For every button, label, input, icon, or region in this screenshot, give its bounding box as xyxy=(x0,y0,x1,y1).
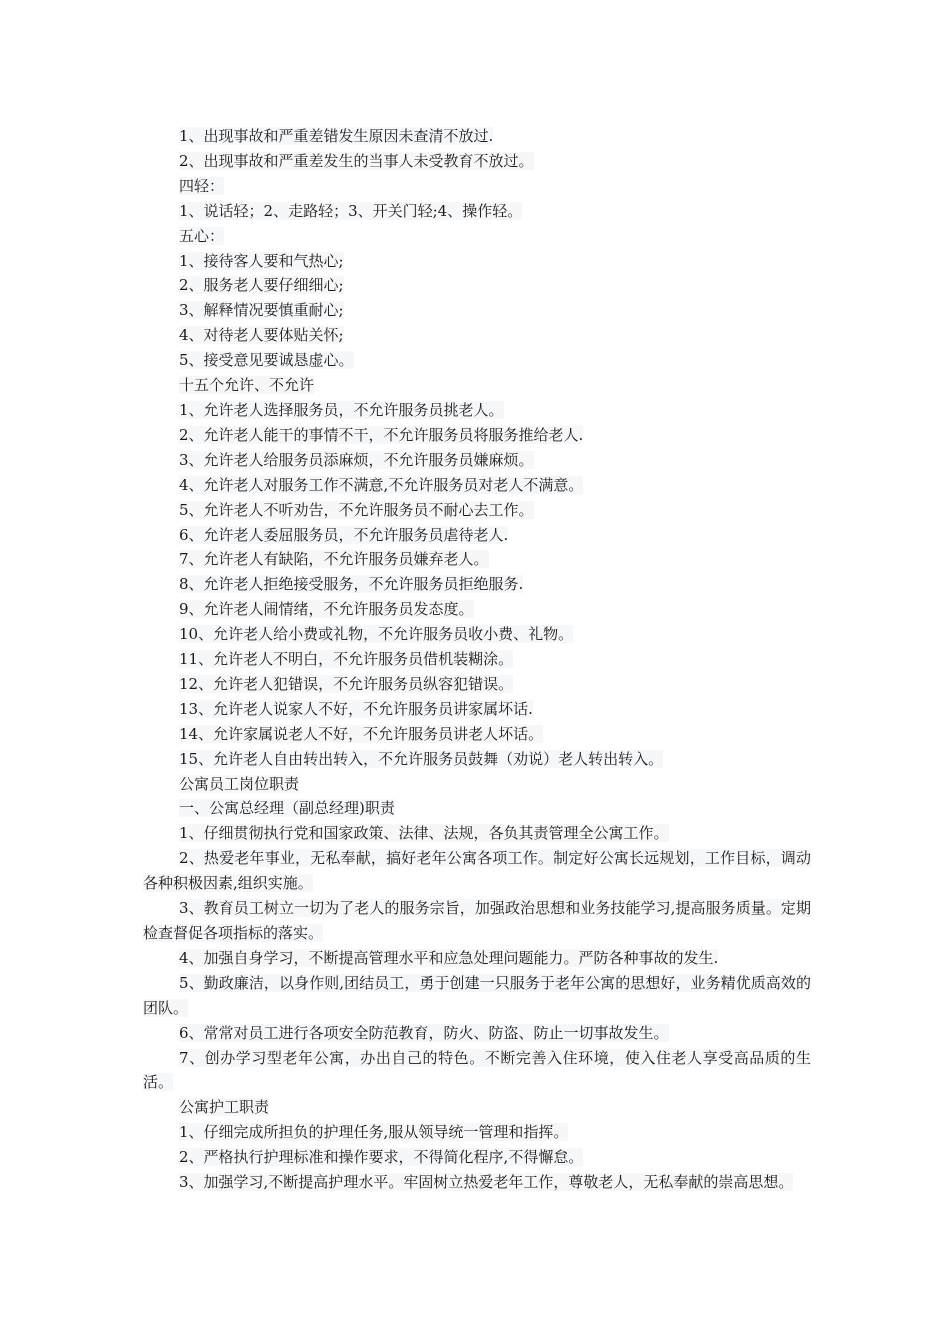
section-heading: 五心： xyxy=(179,226,225,245)
text-line: 15、允许老人自由转出转入，不允许服务员鼓舞（劝说）老人转出转入。 xyxy=(179,749,664,768)
text-line: 5、允许老人不听劝告，不允许服务员不耐心去工作。 xyxy=(179,500,534,519)
text-line: 4、对待老人要体贴关怀; xyxy=(179,326,344,345)
text-line: 1、仔细贯彻执行党和国家政策、法律、法规，各负其责管理全公寓工作。 xyxy=(179,824,669,843)
text-line: 14、允许家属说老人不好，不允许服务员讲老人坏话。 xyxy=(179,724,544,743)
text-line: 3、解释情况要慎重耐心; xyxy=(179,301,344,320)
section-heading: 公寓护工职责 xyxy=(179,1098,270,1117)
text-line: 2、允许老人能干的事情不干，不允许服务员将服务推给老人. xyxy=(179,425,584,444)
text-line: 7、允许老人有缺陷，不允许服务员嫌弃老人。 xyxy=(179,550,489,569)
text-line: 1、仔细完成所担负的护理任务,服从领导统一管理和指挥。 xyxy=(179,1123,569,1142)
text-line: 1、说话轻；2、走路轻；3、开关门轻;4、操作轻。 xyxy=(179,201,523,220)
text-line: 9、允许老人闹情绪，不允许服务员发态度。 xyxy=(179,600,474,619)
text-paragraph: 3、加强学习,不断提高护理水平。牢固树立热爱老年工作，尊敬老人，无私奉献的崇高思想。 xyxy=(179,1173,794,1192)
text-line: 3、允许老人给服务员添麻烦，不允许服务员嫌麻烦。 xyxy=(179,450,534,469)
text-line: 8、允许老人拒绝接受服务，不允许服务员拒绝服务. xyxy=(179,575,524,594)
text-line: 1、允许老人选择服务员，不允许服务员挑老人。 xyxy=(179,400,504,419)
text-line: 10、允许老人给小费或礼物，不允许服务员收小费、礼物。 xyxy=(179,625,574,644)
document-body xyxy=(143,124,811,1195)
text-line: 2、严格执行护理标准和操作要求，不得简化程序,不得懈怠。 xyxy=(179,1148,584,1167)
text-line: 13、允许老人说家人不好，不允许服务员讲家属坏话. xyxy=(179,699,533,718)
text-line: 2、出现事故和严重差发生的当事人未受教育不放过。 xyxy=(179,151,534,170)
text-line: 2、服务老人要仔细细心; xyxy=(179,276,344,295)
section-heading: 公寓员工岗位职责 xyxy=(179,774,300,793)
text-paragraph: 5、勤政廉洁，以身作则,团结员工，勇于创建一只服务于老年公寓的思想好，业务精优质高效的团队。 xyxy=(143,973,811,1017)
text-line: 1、接待客人要和气热心; xyxy=(179,251,344,270)
text-line: 11、允许老人不明白，不允许服务员借机装糊涂。 xyxy=(179,650,514,669)
text-paragraph: 3、教育员工树立一切为了老人的服务宗旨，加强政治思想和业务技能学习,提高服务质量。定期检查督促各项指标的落实。 xyxy=(143,899,811,942)
section-heading: 四轻： xyxy=(179,176,225,195)
text-line: 5、接受意见要诚恳虚心。 xyxy=(179,351,354,370)
text-line: 6、允许老人委屈服务员，不允许服务员虐待老人. xyxy=(179,525,509,544)
text-paragraph: 2、热爱老年事业，无私奉献，搞好老年公寓各项工作。制定好公寓长远规划，工作目标，调动各种积极因素,组织实施。 xyxy=(143,849,811,893)
text-line: 12、允许老人犯错误，不允许服务员纵容犯错误。 xyxy=(179,674,514,693)
section-heading: 十五个允许、不允许 xyxy=(179,376,315,395)
text-paragraph: 6、常常对员工进行各项安全防范教育，防火、防盗、防止一切事故发生。 xyxy=(179,1023,669,1042)
text-paragraph: 7、创办学习型老年公寓，办出自己的特色。不断完善入住环境，使入住老人享受高品质的生活。 xyxy=(143,1048,811,1092)
text-line: 4、允许老人对服务工作不满意,不允许服务员对老人不满意。 xyxy=(179,475,584,494)
text-line: 1、出现事故和严重差错发生原因未查清不放过. xyxy=(179,127,494,145)
section-heading: 一、公寓总经理（副总经理)职责 xyxy=(179,799,395,818)
text-paragraph: 4、加强自身学习，不断提高管理水平和应急处理问题能力。严防各种事故的发生. xyxy=(179,948,719,967)
